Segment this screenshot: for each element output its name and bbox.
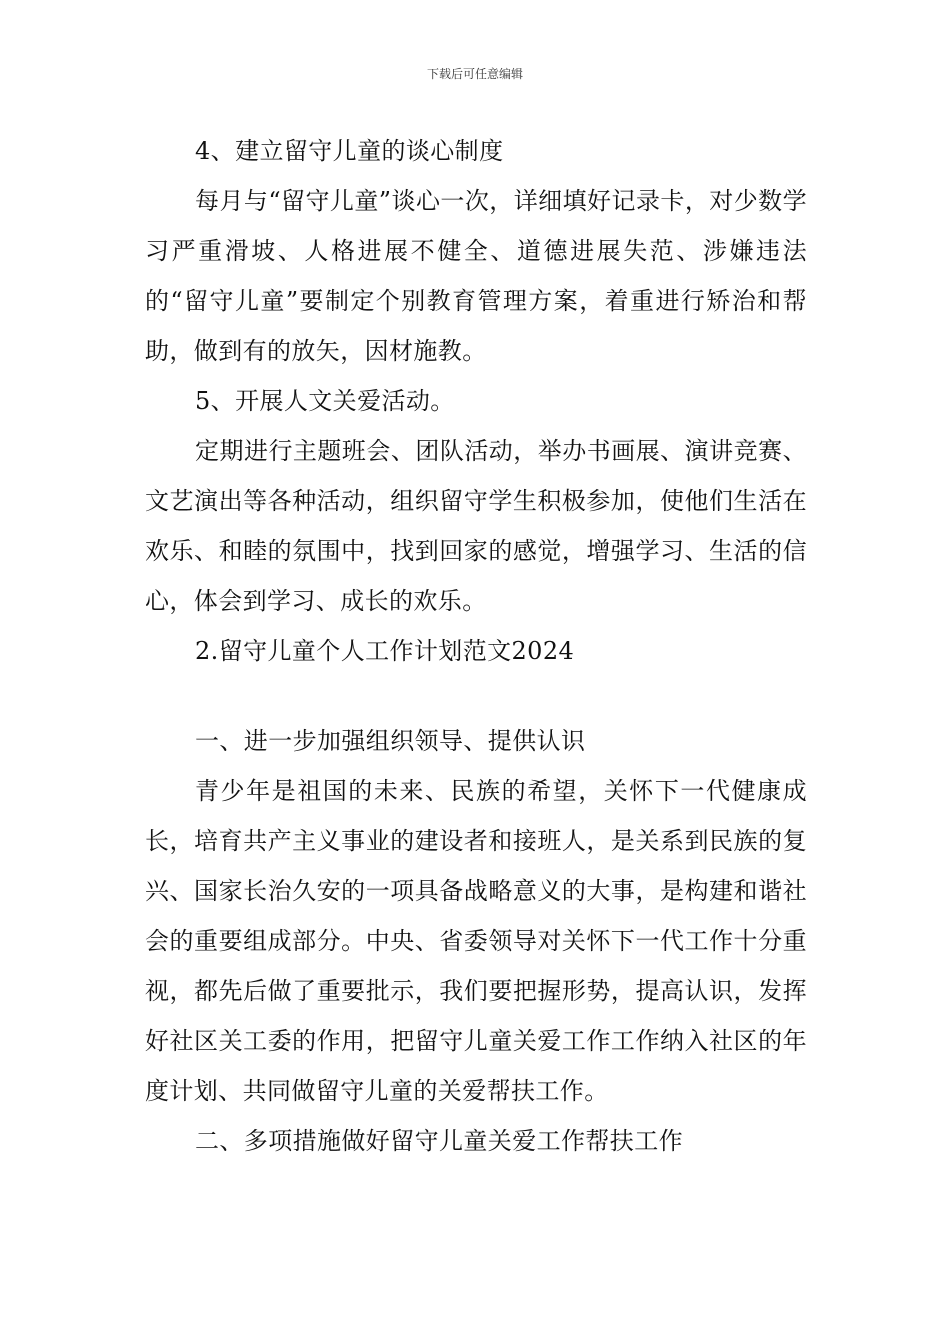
blank-space	[145, 676, 807, 716]
document-body	[145, 126, 807, 1166]
section-heading-4: 4、建立留守儿童的谈心制度	[195, 137, 504, 165]
section-heading-5: 5、开展人文关爱活动。	[195, 387, 455, 415]
section-heading-two: 二、多项措施做好留守儿童关爱工作帮扶工作	[195, 1127, 683, 1155]
page-header: 下载后可任意编辑	[426, 67, 523, 81]
section-heading-one: 一、进一步加强组织领导、提供认识	[195, 727, 586, 755]
paragraph-importance: 青少年是祖国的未来、民族的希望，关怀下一代健康成长，培育共产主义事业的建设者和接班人，是关系到民族的复兴、国家长治久安的一项具备战略意义的大事，是构建和谐社会的重要组成部分。中央、省委领导对关怀下一代工作十分重视，都先后做了重要批示，我们要把握形势，提高认识，发挥好社区关工委的作用，把留守儿童关爱工作工作纳入社区的年度计划、共同做留守儿童的关爱帮扶工作。	[145, 777, 807, 1105]
paragraph-talk-system: 每月与“留守儿童”谈心一次，详细填好记录卡，对少数学习严重滑坡、人格进展不健全、道德进展失范、涉嫌违法的“留守儿童”要制定个别教育管理方案，着重进行矫治和帮助，做到有的放矢，因材施教。	[145, 187, 807, 365]
article-title: 2.留守儿童个人工作计划范文2024	[195, 637, 575, 665]
paragraph-care-activities: 定期进行主题班会、团队活动，举办书画展、演讲竞赛、文艺演出等各种活动，组织留守学生积极参加，使他们生活在欢乐、和睦的氛围中，找到回家的感觉，增强学习、生活的信心，体会到学习、成长的欢乐。	[145, 437, 807, 615]
